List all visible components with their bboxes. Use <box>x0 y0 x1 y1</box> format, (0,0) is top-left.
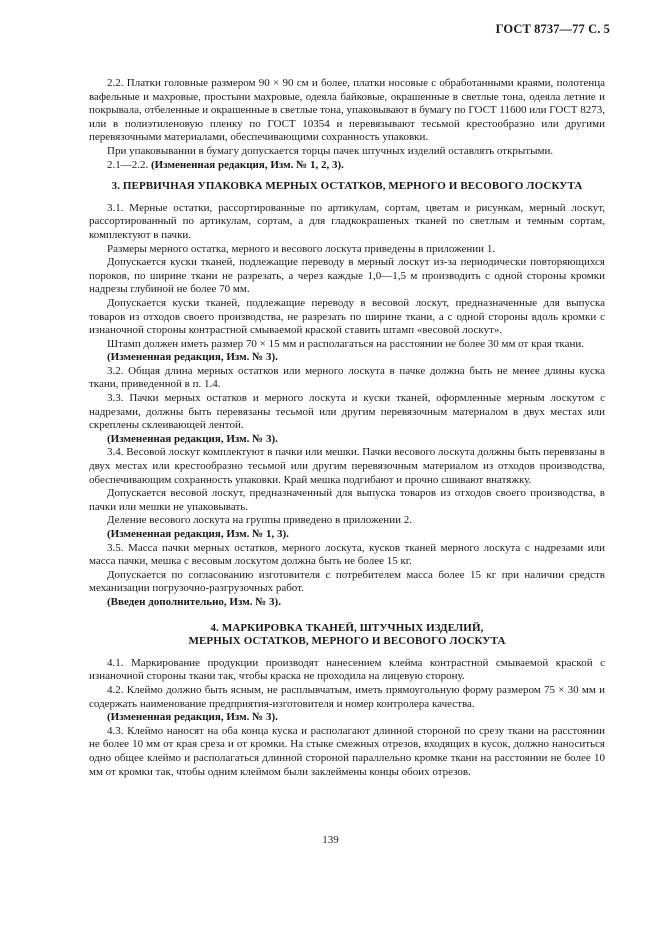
edit-note: (Измененная редакция, Изм. № 3). <box>107 351 278 364</box>
section-4-title: 4. МАРКИРОВКА ТКАНЕЙ, ШТУЧНЫХ ИЗДЕЛИЙ, МЕРНЫХ ОСТАТКОВ, МЕРНОГО И ВЕСОВОГО ЛОСКУТА <box>188 621 506 648</box>
paragraph: Допускается весовой лоскут, предназначенный для выпуска товаров из отходов своего производства, в пачки или мешки не упаковывать. <box>89 487 605 513</box>
paragraph-3-2: 3.2. Общая длина мерных остатков или мерного лоскута в пачке должна быть не менее длины куска ткани, приведенной в п. 1.4. <box>89 364 605 391</box>
paragraph: Размеры мерного остатка, мерного и весового лоскута приведены в приложении 1. <box>107 242 496 255</box>
document-header: ГОСТ 8737—77 С. 5 <box>495 22 610 36</box>
page-number: 139 <box>322 834 339 846</box>
edit-note: (Измененная редакция, Изм. № 1, 3). <box>107 528 289 540</box>
paragraph-3-4: 3.4. Весовой лоскут комплектуют в пачки или мешки. Пачки весового лоскута должны быть перевязаны в двух местах или крестообразно тесьмой или другим перевязочным материалом из отходов производства, обеспечивающим сохранность упаковки. Край мешка подгибают и прочно сшивают внатяжку. <box>89 446 605 486</box>
paragraph-4-3: 4.3. Клеймо наносят на оба конца куска и располагают длинной стороной по срезу ткани на расстоянии не более 10 мм от края среза и от кромки. На стыке смежных отрезов, входящих в кусок, должно наноситься одно общее клеймо и располагаться длинной стороной параллельно кромке ткани на расстоянии не более 10 мм от кромки так, чтобы одним клеймом были заклеймены концы обоих отрезов. <box>89 724 605 778</box>
paragraph-3-1: 3.1. Мерные остатки, рассортированные по артикулам, сортам, цветам и рисункам, мерный лоскут, рассортированный по артикулам, сортам, а для гладкокрашеных тканей по светлым и темным сортам, комплектуют в пачки. <box>89 201 605 241</box>
paragraph: Штамп должен иметь размер 70 × 15 мм и располагаться на расстоянии не более 30 мм от края ткани. <box>107 337 584 350</box>
paragraph-4-2: 4.2. Клеймо должно быть ясным, не расплывчатым, иметь прямоугольную форму размером 75 × 30 мм и содержать наименование предприятия-изготовителя и номер контролера качества. <box>89 683 605 710</box>
paragraph-3-5: 3.5. Масса пачки мерных остатков, мерного лоскута, кусков тканей мерного лоскута с надрезами или масса пачки, мешка с весовым лоскутом должна быть не более 15 кг. <box>89 541 605 568</box>
paragraph-2-2-note: При упаковывании в бумагу допускается торцы пачек штучных изделий оставлять открытыми. <box>107 144 554 157</box>
edit-note-2 <box>89 159 605 173</box>
paragraph-2-2: 2.2. Платки головные размером 90 × 90 см и более, платки носовые с обработанными краями, полотенца вафельные и махровые, простыни махровые, одеяла байковые, окрашенные в светлые тона, одеяла летние и покрывала, отбеленные и окрашенные в светлые тона, упаковывают в бумагу по ГОСТ 11600 или ГОСТ 8273, или в полиэтиленовую пленку по ГОСТ 10354 и перевязывают тесьмой крестообразно или другими перевязочными материалами, обеспечивающими сохранность упаковки. <box>89 77 605 144</box>
paragraph: Допускается по согласованию изготовителя с потребителем масса более 15 кг при наличии средств механизации погрузочно-разгрузочных работ. <box>89 568 605 595</box>
section-3-title: 3. ПЕРВИЧНАЯ УПАКОВКА МЕРНЫХ ОСТАТКОВ, МЕРНОГО И ВЕСОВОГО ЛОСКУТА <box>111 180 583 193</box>
paragraph: Допускается куски тканей, подлежащие переводу в мерный лоскут из-за периодически повторяющихся пороков, по ширине ткани не разрезать, а через каждые 1,0—1,5 м производить с одной стороны кромки надрезы глубиной не более 70 мм. <box>89 256 605 296</box>
edit-note: (Измененная редакция, Изм. № 3). <box>107 432 278 445</box>
document-body <box>89 77 605 779</box>
edit-note-bold: (Измененная редакция, Изм. № 1, 2, 3). <box>151 158 344 171</box>
paragraph-4-1: 4.1. Маркирование продукции производят нанесением клейма контрастной смываемой краской с изнаночной стороны ткани так, чтобы краска не проходила на лицевую сторону. <box>89 656 605 683</box>
edit-note: (Измененная редакция, Изм. № 3). <box>107 711 278 724</box>
edit-note: (Введен дополнительно, Изм. № 3). <box>107 595 281 608</box>
paragraph-3-3: 3.3. Пачки мерных остатков и мерного лоскута и куски тканей, оформленные мерным лоскутом с надрезами, должны быть перевязаны тесьмой или другим перевязочным материалом в двух местах или скреплены склеивающей лентой. <box>89 392 605 432</box>
paragraph: Деление весового лоскута на группы приведено в приложении 2. <box>107 514 412 527</box>
paragraph: Допускается куски тканей, подлежащие переводу в весовой лоскут, предназначенные для выпуска товаров из отходов своего производства, не разрезать по ширине ткани, а с одной стороны вдоль кромки с изнаночной стороны контрастной смываемой краской ставить штамп «весовой лоскут». <box>89 296 605 337</box>
edit-note-prefix: 2.1—2.2. <box>107 158 151 171</box>
